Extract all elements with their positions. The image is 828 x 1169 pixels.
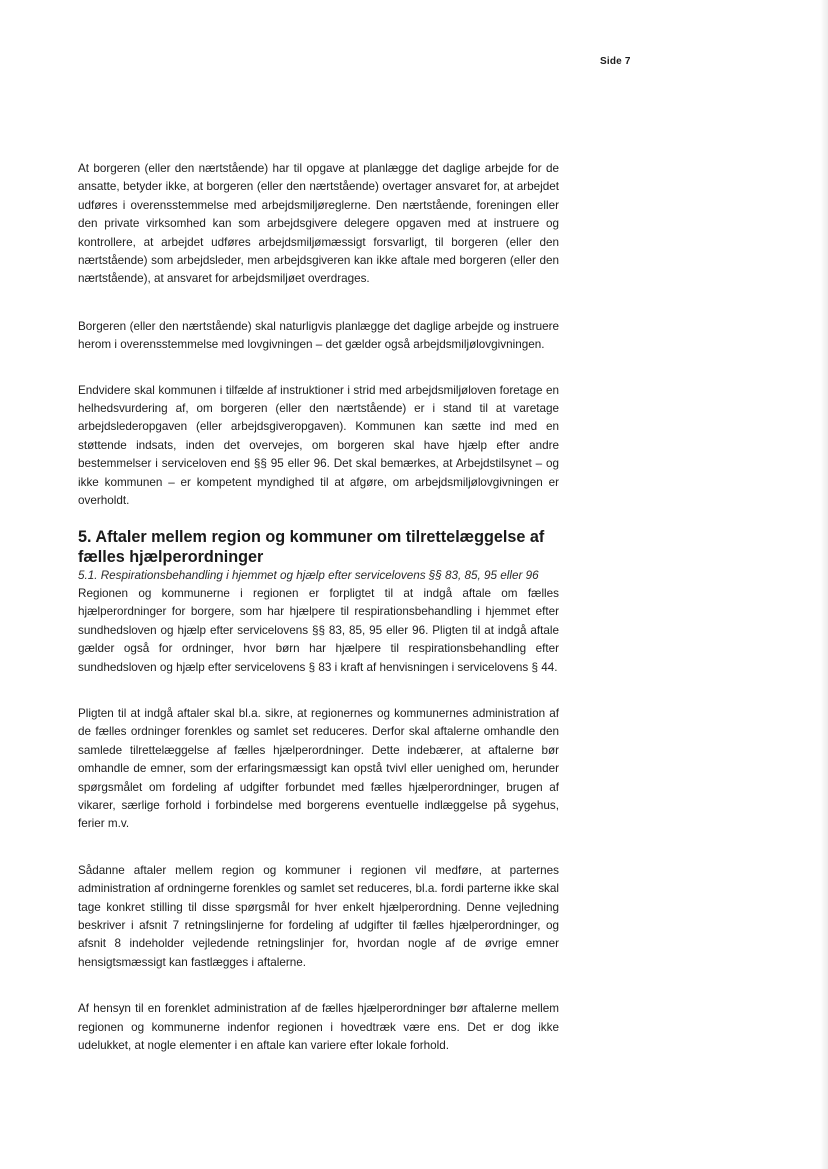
paragraph-municipality-assessment: Endvidere skal kommunen i tilfælde af instruktioner i strid med arbejdsmiljøloven foretage en helhedsvurdering af, om borgeren (eller den nærtstående) er i stand til at varetage arbejdslederopgaven (eller arbejdsgiveropgaven). Kommunen kan sætte ind med en støttende indsats, inden det overvejes, om borgeren skal have hjælp efter andre bestemmelser i serviceloven end §§ 95 eller 96. Det skal bemærkes, at Arbejdstilsynet – og ikke kommunen – er kompetent myndighed til at afgøre, om arbejdsmiljølovgivningen er overholdt. (78, 383, 559, 508)
paragraph-uniform-agreements: Af hensyn til en forenklet administration af de fælles hjælperordninger bør aftalerne mellem regionen og kommunerne indenfor regionen i hovedtræk være ens. Det er dog ikke udelukket, at nogle elementer i en aftale kan variere efter lokale forhold. (78, 1002, 559, 1053)
paragraph-obligation-agreement: Regionen og kommunerne i regionen er forpligtet til at indgå aftale om fælles hjælperordninger for borgere, som har hjælpere til respirationsbehandling i hjemmet efter sundhedsloven og hjælp efter servicelovens §§ 83, 85, 95 eller 96. Pligten til at indgå aftale gælder også for ordninger, hvor børn har hjælpere til respirationsbehandling efter sundhedsloven og hjælp efter servicelovens § 83 i kraft af henvisningen i servicelovens § 44. (78, 586, 559, 674)
paragraph-employer-responsibility: At borgeren (eller den nærtstående) har til opgave at planlægge det daglige arbejde for de ansatte, betyder ikke, at borgeren (eller den nærtstående) overtager ansvaret for, at arbejdet udføres i overensstemmelse med arbejdsmiljøreglerne. Den nærtstående, foreningen eller den private virksomhed kan som arbejdsgivere delegere opgaven med at instruere og kontrollere, at arbejdet udføres arbejdsmiljømæssigt forsvarligt, til borgeren (eller den nærtstående) som arbejdsleder, men arbejdsgiveren kan ikke aftale med borgeren (eller den nærtstående), at ansvaret for arbejdsmiljøet overdrages. (78, 162, 559, 286)
paragraph-agreement-effects: Sådanne aftaler mellem region og kommuner i regionen vil medføre, at parternes administration af ordningerne forenkles og samlet set reduceres, bl.a. fordi parterne ikke skal tage konkret stilling til disse spørgsmål for hver enkelt hjælperordning. Denne vejledning beskriver i afsnit 7 retningslinjerne for fordeling af udgifter til fælles hjælperordninger, og afsnit 8 indeholder vejledende retningslinjer for, hvordan nogle af de øvrige emner hensigtsmæssigt kan fastlægges i aftalerne. (78, 863, 559, 969)
page-edge-shadow (820, 0, 828, 1169)
paragraph-daily-planning: Borgeren (eller den nærtstående) skal naturligvis planlægge det daglige arbejde og instruere herom i overensstemmelse med lovgivningen – det gælder også arbejdsmiljølovgivningen. (78, 319, 559, 352)
section-heading: 5. Aftaler mellem region og kommuner om tilrettelæggelse af fælles hjælperordninger (78, 527, 545, 566)
page-number: Side 7 (600, 56, 631, 67)
document-body (78, 160, 559, 1055)
paragraph-agreement-purpose: Pligten til at indgå aftaler skal bl.a. sikre, at regionernes og kommunernes administration af de fælles ordninger forenkles og samlet set reduceres. Derfor skal aftalerne omhandle den samlede tilrettelæggelse af fælles hjælperordninger. Dette indebærer, at aftalerne bør omhandle de emner, som der erfaringsmæssigt kan opstå tvivl eller uenighed om, herunder spørgsmålet om fordeling af udgifter forbundet med fælles hjælperordninger, brugen af vikarer, særlige forhold i forbindelse med borgerens eventuelle indlæggelse på sygehus, ferier m.v. (78, 706, 559, 831)
subsection-heading: 5.1. Respirationsbehandling i hjemmet og hjælp efter servicelovens §§ 83, 85, 95 eller 96 (78, 568, 539, 582)
